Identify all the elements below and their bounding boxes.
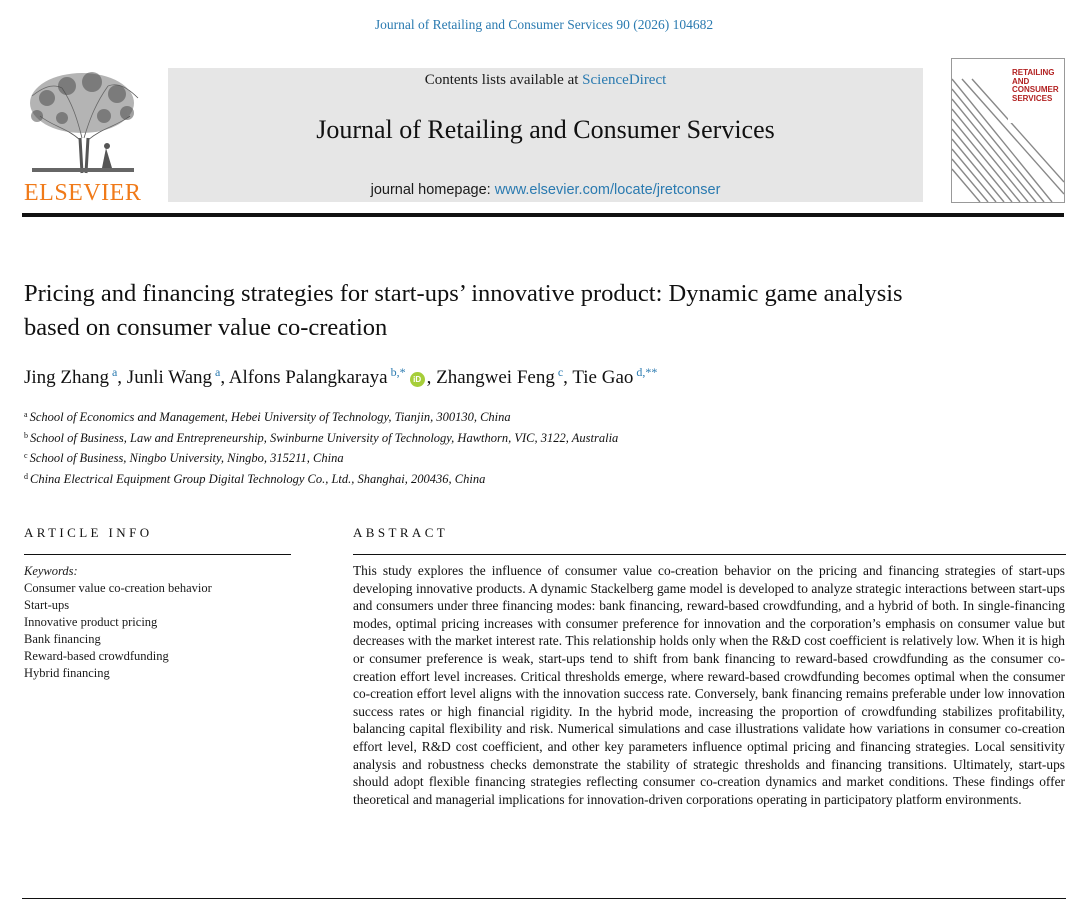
- header-divider: [22, 213, 1064, 217]
- affiliation-text: School of Economics and Management, Hebei University of Technology, Tianjin, 300130, China: [29, 410, 511, 424]
- affiliation-marker: d: [24, 471, 28, 481]
- article-info-heading: ARTICLE INFO: [24, 525, 153, 540]
- article-info-divider: [24, 554, 291, 555]
- affiliation-item: [24, 406, 1064, 427]
- keywords-label: Keywords:: [24, 564, 78, 578]
- affiliation-text: School of Business, Law and Entrepreneurship, Swinburne University of Technology, Hawthorn, VIC, 3122, Australia: [30, 430, 619, 445]
- journal-cover-thumbnail[interactable]: [951, 58, 1065, 203]
- affiliation-text: School of Business, Ningbo University, Ningbo, 315211, China: [29, 451, 344, 465]
- abstract-divider: [353, 554, 1066, 555]
- affiliation-item: [24, 468, 1064, 489]
- author-name[interactable]: Junli Wang: [126, 367, 212, 388]
- homepage-link[interactable]: www.elsevier.com/locate/jretconser: [494, 182, 721, 198]
- author-affiliation-marker[interactable]: d,**: [636, 365, 658, 379]
- author-affiliation-marker[interactable]: a: [111, 365, 118, 379]
- author-list: Jing Zhang $^a$, Junli Wang $^a$, Alfons Palangkaraya $^{b,*}$iD , Zhangwei Feng $^c$, Tie Gao $^{d,**}$: [24, 365, 658, 388]
- journal-name: Journal of Retailing and Consumer Services: [316, 115, 775, 144]
- abstract-heading: ABSTRACT: [353, 525, 449, 540]
- affiliation-item: [24, 447, 1064, 468]
- keyword-item[interactable]: Consumer value co-creation behavior: [24, 581, 212, 595]
- keyword-item[interactable]: Bank financing: [24, 632, 101, 646]
- contents-line: [168, 72, 923, 89]
- contents-prefix: Contents lists available at: [424, 72, 583, 88]
- keyword-item[interactable]: Hybrid financing: [24, 666, 110, 680]
- keyword-item[interactable]: Reward-based crowdfunding: [24, 649, 169, 663]
- author-name[interactable]: Alfons Palangkaraya: [228, 367, 388, 388]
- author-affiliation-marker[interactable]: c: [557, 365, 564, 379]
- author-name[interactable]: Jing Zhang: [24, 367, 109, 388]
- affiliation-marker: a: [24, 410, 28, 419]
- abstract-text: This study explores the influence of consumer value co-creation behavior on the pricing and financing strategies of start-ups developing innovative products. A dynamic Stackelberg game model is developed to analyze strategic interactions between start-ups and consumers under three financing modes: bank financing, reward-based crowdfunding, and a hybrid of both. In single-financing modes, optimal pricing increases with consumer preference for innovation and the corporation’s emphasis on consumer value but decreases with the market interest rate. This relationship holds only when the R&D cost coefficient is relatively low. When it is high or consumer preference is weak, start-ups tend to shift from bank financing to reward-based crowdfunding as the consumer co-creation effort level increases. Critical thresholds emerge, where reward-based crowdfunding becomes optimal when the consumer co-creation effort level aligns with the innovation success rate. Conversely, bank financing remains preferable under low innovation success rates or high financial rigidity. In the hybrid mode, increasing the proportion of crowdfunding stabilizes profitability, balancing capital flexibility and risk. Numerical simulations and case illustrations validate how variations in consumer co-creation effort level, R&D cost coefficient, and other key parameters influence optimal pricing and financing strategies. Local sensitivity analysis and robustness checks demonstrate the stability of strategic thresholds and financing transitions. Ultimately, start-ups should adopt flexible financing strategies reflecting consumer co-creation dynamics and market conditions. These findings offer theoretical and managerial implications for innovation-driven corporations operating in participatory platform environments.: [353, 563, 1065, 807]
- affiliation-item: [24, 427, 1064, 448]
- article-title: Pricing and financing strategies for start-ups’ innovative product: Dynamic game analysis based on consumer value co-creation: [24, 280, 903, 341]
- orcid-icon[interactable]: iD: [410, 372, 425, 387]
- cover-title: RETAILING AND CONSUMER SERVICES: [1012, 68, 1059, 103]
- homepage-line: [168, 182, 923, 198]
- author-name[interactable]: Zhangwei Feng: [436, 367, 555, 388]
- keyword-item[interactable]: Innovative product pricing: [24, 615, 158, 629]
- author-name[interactable]: Tie Gao: [572, 367, 634, 388]
- homepage-prefix: journal homepage:: [370, 182, 495, 198]
- bottom-divider: [22, 898, 1066, 899]
- affiliation-marker: b: [24, 430, 28, 440]
- sciencedirect-link[interactable]: ScienceDirect: [582, 72, 667, 88]
- affiliation-text: China Electrical Equipment Group Digital Technology Co., Ltd., Shanghai, 200436, China: [30, 471, 486, 486]
- affiliation-marker: c: [24, 451, 28, 460]
- keyword-item[interactable]: Start-ups: [24, 598, 70, 612]
- affiliation-list: [24, 406, 1064, 488]
- author-affiliation-marker[interactable]: b,*: [390, 365, 406, 379]
- keywords-block: [24, 563, 291, 682]
- journal-citation-link[interactable]: Journal of Retailing and Consumer Services 90 (2026) 104682: [374, 17, 714, 32]
- author-affiliation-marker[interactable]: a: [215, 365, 221, 379]
- publisher-wordmark: ELSEVIER: [24, 180, 142, 206]
